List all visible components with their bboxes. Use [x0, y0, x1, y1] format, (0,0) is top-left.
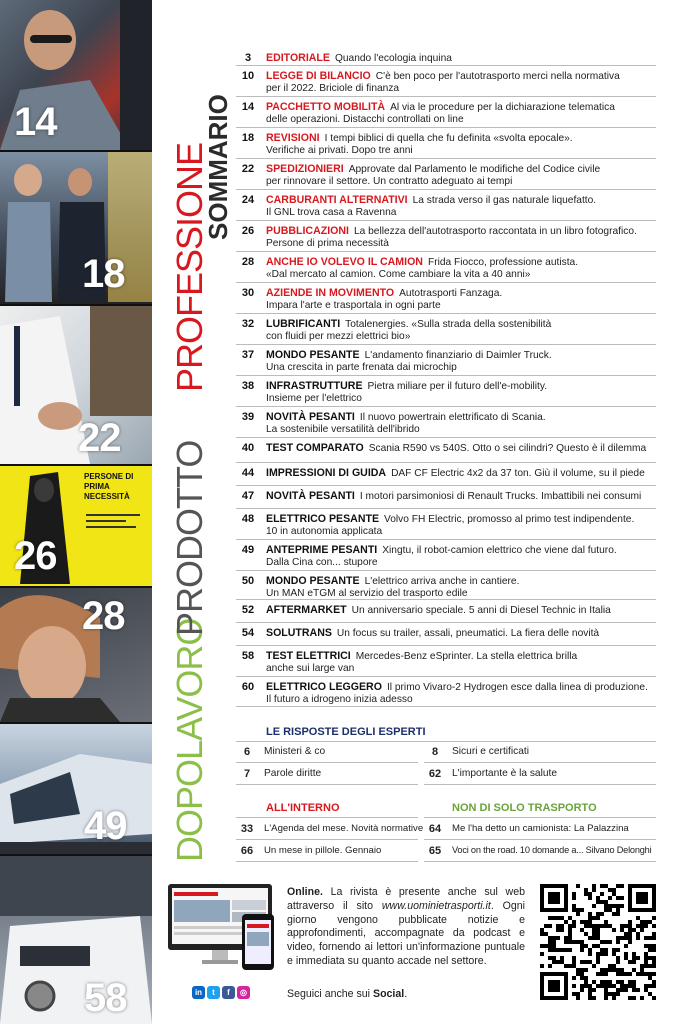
toc-separator	[236, 158, 656, 159]
toc-description-line2: con fluidi per mezzi elettrici bio»	[266, 331, 411, 342]
toc-description: I tempi biblici di quella che fu definita «svolta epocale».	[324, 133, 573, 144]
toc-description: La bellezza dell'autotrasporto raccontata in un libro fotografico.	[353, 226, 637, 237]
toc-separator	[236, 570, 656, 571]
book-cover-title: PERSONE DI PRIMA NECESSITÀ	[84, 472, 134, 501]
page-number-18: 18	[82, 252, 125, 296]
photo-frida	[0, 588, 152, 722]
masthead-prodotto: PRODOTTO	[169, 440, 210, 636]
toc-category: ELETTRICO PESANTE	[266, 513, 380, 525]
toc-description-line2: Verifiche ai privati. Dopo tre anni	[266, 145, 413, 156]
toc-category: EDITORIALE	[266, 52, 330, 64]
masthead-professione: PROFESSIONE	[169, 142, 210, 392]
toc-description: Un anniversario speciale. 5 anni di Diesel Technic in Italia	[351, 605, 611, 616]
toc-description: Quando l'ecologia inquina	[334, 53, 452, 64]
toc-description: Il nuovo powertrain elettrificato di Scania.	[359, 412, 546, 423]
toc-separator	[236, 375, 656, 376]
toc-separator	[236, 220, 656, 221]
toc-page-number: 39	[241, 411, 255, 423]
toc-description-line2: «Dal mercato al camion. Come cambiare la vita a 40 anni»	[266, 269, 531, 280]
toc-category: PACCHETTO MOBILITÀ	[266, 101, 386, 113]
toc-description-line2: La sostenibile versatilità dell'ibrido	[266, 424, 420, 435]
toc-page-number: 30	[241, 287, 255, 299]
instagram-icon[interactable]: ◎	[237, 986, 250, 999]
toc-separator	[236, 313, 656, 314]
toc-description-line2: Una crescita in parte frenata dai microchip	[266, 362, 457, 373]
toc-separator	[236, 406, 656, 407]
notransport-heading: NON DI SOLO TRASPORTO	[452, 802, 597, 814]
toc-description-line2: per rinnovare il settore. Un contratto adeguato ai tempi	[266, 176, 513, 187]
toc-category: SPEDIZIONIERI	[266, 163, 344, 175]
toc-separator	[236, 622, 656, 623]
toc-separator	[236, 251, 656, 252]
toc-description: Totalenergies. «Sulla strada della sostenibilità	[345, 319, 552, 330]
toc-page-number: 10	[241, 70, 255, 82]
toc-category: IMPRESSIONI DI GUIDA	[266, 467, 387, 479]
toc-page-number: 22	[241, 163, 255, 175]
photo-office	[0, 306, 152, 464]
toc-page-number: 26	[241, 225, 255, 237]
toc-separator	[236, 706, 656, 707]
masthead-dopolavoro: DOPOLAVORO	[169, 618, 210, 862]
toc-category: REVISIONI	[266, 132, 320, 144]
toc-description: Frida Fiocco, professione autista.	[427, 257, 579, 268]
toc-category: MONDO PESANTE	[266, 349, 360, 361]
photo-inspection	[0, 152, 152, 304]
page-number-49: 49	[84, 804, 127, 848]
online-text-2: . Ogni giorno vengono pubblicate notizie e approfondimenti, accompagnate da podcast e video, fornendo ai lettori un'informazione puntuale e immediata su quanto accade nel settore.	[287, 899, 526, 967]
toc-category: AFTERMARKET	[266, 604, 347, 616]
social-text: Seguici anche sui	[287, 988, 371, 1000]
social-icons	[192, 986, 250, 999]
toc-page-number: 28	[241, 256, 255, 268]
toc-category: ANTEPRIME PESANTI	[266, 544, 378, 556]
toc-description-line2: Impara l'arte e trasportala in ogni parte	[266, 300, 441, 311]
toc-description-line2: Il GNL trova casa a Ravenna	[266, 207, 397, 218]
toc-separator	[236, 462, 656, 463]
toc-separator	[236, 65, 656, 66]
toc-category: LUBRIFICANTI	[266, 318, 341, 330]
toc-category: NOVITÀ PESANTI	[266, 490, 355, 502]
toc-description: Autotrasporti Fanzaga.	[399, 288, 503, 299]
toc-description-line2: Persone di prima necessità	[266, 238, 389, 249]
toc-description: DAF CF Electric 4x2 da 37 ton. Giù il volume, su il piede	[391, 468, 645, 479]
toc-page-number: 14	[241, 101, 255, 113]
page-number-58: 58	[84, 976, 127, 1020]
toc-description-line2: Insieme per l'elettrico	[266, 393, 362, 404]
toc-description-line2: per il 2022. Briciole di finanza	[266, 83, 400, 94]
site-link[interactable]: www.uominietrasporti.it	[381, 899, 491, 912]
page-number-28: 28	[82, 594, 125, 638]
experts-heading: LE RISPOSTE DEGLI ESPERTI	[266, 726, 426, 738]
toc-separator	[236, 282, 656, 283]
toc-category: NOVITÀ PESANTI	[266, 411, 355, 423]
page-number-26: 26	[14, 534, 57, 578]
toc-separator	[236, 508, 656, 509]
toc-page-number: 47	[241, 490, 255, 502]
toc-category: TEST ELETTRICI	[266, 650, 351, 662]
toc-page-number: 49	[241, 544, 255, 556]
toc-category: TEST COMPARATO	[266, 442, 364, 454]
page-number-14: 14	[14, 100, 57, 144]
toc-page-number: 54	[241, 627, 255, 639]
toc-separator	[236, 599, 656, 600]
toc-description: I motori parsimoniosi di Renault Trucks. Imbattibili nei consumi	[359, 491, 642, 502]
toc-page-number: 60	[241, 681, 255, 693]
photo-esprinter	[0, 856, 152, 1024]
internal-heading: ALL'INTERNO	[266, 802, 340, 814]
devices-illustration	[168, 884, 276, 970]
toc-description: L'elettrico arriva anche in cantiere.	[364, 576, 520, 587]
toc-category: ELETTRICO LEGGERO	[266, 681, 382, 693]
toc-description: Al via le procedure per la dichiarazione telematica	[390, 102, 615, 113]
toc-separator	[236, 645, 656, 646]
toc-description: Volvo FH Electric, promosso al primo test indipendente.	[384, 514, 635, 525]
online-paragraph	[287, 886, 525, 969]
toc-description: Pietra miliare per il futuro dell'e-mobility.	[367, 381, 548, 392]
toc-description-line2: Dalla Cina con... stupore	[266, 557, 378, 568]
facebook-icon[interactable]: f	[222, 986, 235, 999]
toc-page-number: 52	[241, 604, 255, 616]
toc-category: INFRASTRUTTURE	[266, 380, 363, 392]
toc-separator	[236, 539, 656, 540]
toc-page-number: 18	[241, 132, 255, 144]
toc-separator	[236, 96, 656, 97]
social-line: Seguici anche sui Social.	[287, 988, 408, 1000]
photo-tired-driver	[0, 0, 152, 150]
toc-page-number: 48	[241, 513, 255, 525]
toc-description-line2: Il futuro a idrogeno inizia adesso	[266, 694, 413, 705]
toc-description: La strada verso il gas naturale liquefatto.	[412, 195, 597, 206]
toc-description-line2: Un MAN eTGM al servizio del trasporto edile	[266, 588, 468, 599]
online-text: La rivista è presente anche sul web attraverso il sito	[287, 886, 525, 912]
social-label: Social	[373, 988, 405, 1000]
toc-page-number: 44	[241, 467, 255, 479]
toc-description: L'andamento finanziario di Daimler Truck.	[364, 350, 552, 361]
toc-separator	[236, 344, 656, 345]
photo-strip	[0, 0, 152, 1024]
toc-separator	[236, 485, 656, 486]
masthead	[155, 40, 235, 870]
toc-page-number: 50	[241, 575, 255, 587]
toc-description-line2: 10 in autonomia applicata	[266, 526, 383, 537]
linkedin-icon[interactable]: in	[192, 986, 205, 999]
toc-page-number: 24	[241, 194, 255, 206]
toc-description: Mercedes-Benz eSprinter. La stella elettrica brilla	[355, 651, 578, 662]
toc-description: Il primo Vivaro-2 Hydrogen esce dalla linea di produzione.	[386, 682, 648, 693]
toc-page-number: 37	[241, 349, 255, 361]
toc-category: MONDO PESANTE	[266, 575, 360, 587]
photo-robot-truck	[0, 724, 152, 854]
toc-description: Xingtu, il robot-camion elettrico che viene dal futuro.	[382, 545, 617, 556]
toc-category: ANCHE IO VOLEVO IL CAMION	[266, 256, 423, 268]
toc-category: AZIENDE IN MOVIMENTO	[266, 287, 395, 299]
toc-description-line2: anche sui large van	[266, 663, 355, 674]
toc-separator	[236, 676, 656, 677]
toc-page-number: 38	[241, 380, 255, 392]
toc-page-number: 40	[241, 442, 255, 454]
toc-description: Scania R590 vs 540S. Otto o sei cilindri? Questo è il dilemma	[368, 443, 647, 454]
toc-page-number: 32	[241, 318, 255, 330]
toc-page-number: 58	[241, 650, 255, 662]
toc-category: CARBURANTI ALTERNATIVI	[266, 194, 408, 206]
toc-separator	[236, 189, 656, 190]
page-number-22: 22	[78, 416, 121, 460]
toc-description: C'è ben poco per l'autotrasporto merci nella normativa	[375, 71, 620, 82]
twitter-icon[interactable]: t	[207, 986, 220, 999]
photo-book-cover	[0, 466, 152, 586]
toc-category: PUBBLICAZIONI	[266, 225, 349, 237]
toc-separator	[236, 127, 656, 128]
toc-description: Un focus su trailer, assali, pneumatici. La fiera delle novità	[336, 628, 600, 639]
toc-category: SOLUTRANS	[266, 627, 332, 639]
toc-description: Approvate dal Parlamento le modifiche del Codice civile	[348, 164, 601, 175]
toc-page-number: 3	[244, 52, 252, 64]
online-label: Online.	[287, 886, 323, 898]
qr-code[interactable]	[540, 884, 656, 1000]
toc-category: LEGGE DI BILANCIO	[266, 70, 371, 82]
toc-description-line2: delle operazioni. Distacchi controllati on line	[266, 114, 464, 125]
masthead-sommario: SOMMARIO	[203, 94, 233, 240]
toc-separator	[236, 437, 656, 438]
